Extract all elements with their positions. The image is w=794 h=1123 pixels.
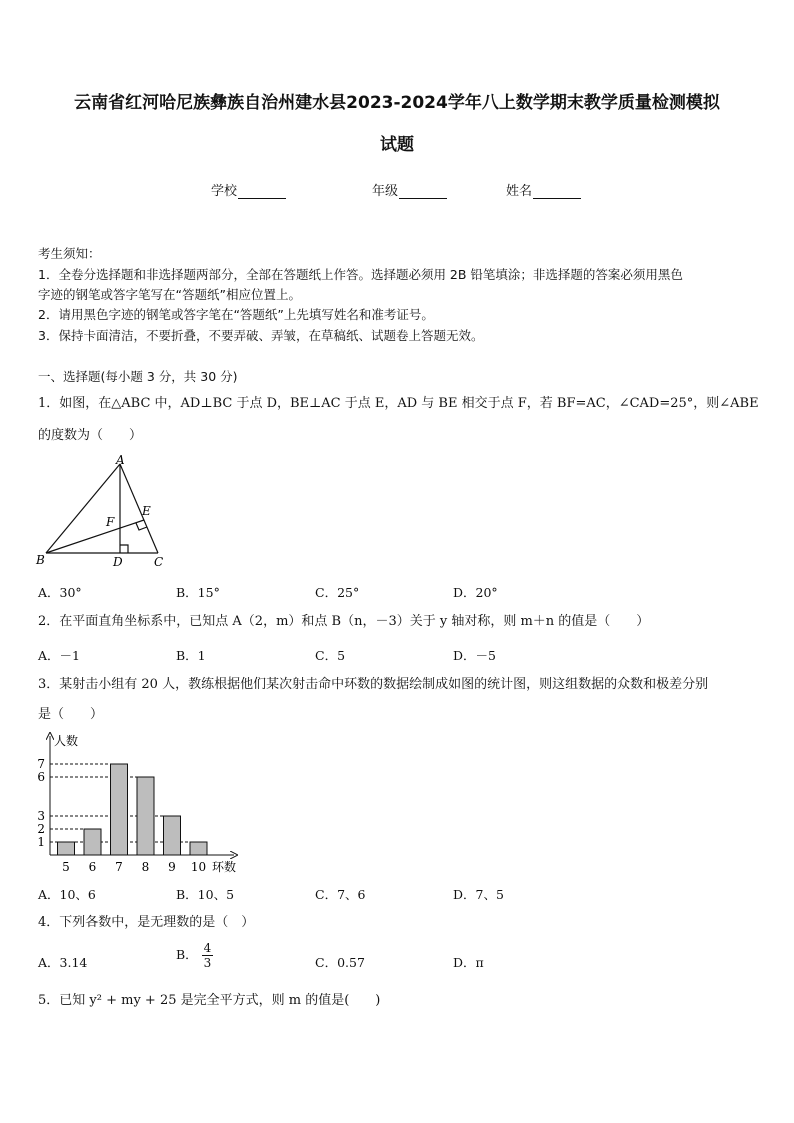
- q1-option-b[interactable]: B．15°: [176, 585, 220, 600]
- name-blank[interactable]: [533, 184, 581, 199]
- chart-bars: [58, 764, 208, 855]
- notice-heading: 考生须知：: [38, 246, 101, 261]
- bar-5: [58, 842, 75, 855]
- x-tick-8: 8: [141, 860, 150, 874]
- y-tick-6: 6: [37, 770, 45, 784]
- bar-7: [111, 764, 128, 855]
- q4-option-c[interactable]: C．0.57: [315, 955, 365, 970]
- notice-item-1a: 1．全卷分选择题和非选择题两部分，全部在答题纸上作答。选择题必须用 2B 铅笔填涂；非选择题的答案必须用黑色: [38, 267, 683, 282]
- chart-y-ticks: [37, 757, 45, 849]
- exam-title-line1: 云南省红河哈尼族彝族自治州建水县2023-2024学年八上数学期末教学质量检测模拟: [74, 93, 720, 113]
- q4-option-b[interactable]: [176, 941, 213, 970]
- q3-option-c[interactable]: C．7、6: [315, 887, 366, 902]
- name-label: 姓名: [506, 184, 533, 199]
- fraction-denominator: 3: [203, 956, 212, 970]
- q1-stem-line1: 1．如图，在△ABC 中，AD⊥BC 于点 D，BE⊥AC 于点 E，AD 与 BE 相交于点 F，若 BF=AC，∠CAD=25°，则∠ABE: [38, 396, 759, 411]
- section-heading: 一、选择题(每小题 3 分，共 30 分): [38, 369, 238, 384]
- q3-option-b[interactable]: B．10、5: [176, 887, 235, 902]
- q1-stem-line2: 的度数为（ ）: [38, 428, 143, 443]
- student-info-fields: [0, 180, 794, 200]
- q4-stem: 4．下列各数中，是无理数的是（ ）: [38, 915, 255, 930]
- q4-option-b-prefix: B．: [176, 947, 198, 962]
- q2-option-d[interactable]: D．－5: [453, 648, 496, 663]
- bar-8: [137, 777, 154, 855]
- chart-x-ticks: [62, 860, 206, 874]
- y-tick-3: 3: [37, 809, 45, 823]
- right-angle-mark-D: [120, 545, 128, 553]
- segment-AC: [120, 464, 158, 553]
- label-D: D: [113, 555, 123, 569]
- q1-option-d[interactable]: D．20°: [453, 585, 498, 600]
- q2-option-a[interactable]: A．－1: [38, 648, 80, 663]
- x-tick-10: 10: [190, 860, 207, 874]
- q1-option-a[interactable]: A．30°: [38, 585, 82, 600]
- x-tick-5: 5: [62, 860, 70, 874]
- bar-10: [190, 842, 207, 855]
- x-tick-9: 9: [168, 860, 176, 874]
- grade-field[interactable]: [372, 180, 447, 199]
- y-tick-1: 1: [37, 835, 45, 849]
- q3-option-a[interactable]: A．10、6: [38, 887, 96, 902]
- fraction-four-thirds: [202, 941, 214, 970]
- segment-AB: [46, 464, 120, 553]
- label-C: C: [154, 555, 164, 569]
- grade-label: 年级: [372, 184, 399, 199]
- exam-title-line2: 试题: [380, 135, 414, 155]
- q2-option-b[interactable]: B．1: [176, 648, 206, 663]
- q3-stem-line1: 3．某射击小组有 20 人，教练根据他们某次射击命中环数的数据绘制成如图的统计图，则这组数据的众数和极差分别: [38, 677, 709, 692]
- segment-BE: [46, 520, 144, 553]
- x-axis-label: 环数: [212, 860, 237, 874]
- label-B: B: [36, 553, 45, 567]
- school-field[interactable]: [211, 180, 286, 199]
- q3-option-d[interactable]: D．7、5: [453, 887, 504, 902]
- q2-stem: 2．在平面直角坐标系中，已知点 A（2，m）和点 B（n，－3）关于 y 轴对称，则 m＋n 的值是（ ）: [38, 614, 650, 629]
- q5-stem: 5．已知 y² + my + 25 是完全平方式，则 m 的值是( ): [38, 993, 381, 1008]
- notice-item-3: 3．保持卡面清洁，不要折叠，不要弄破、弄皱，在草稿纸、试题卷上答题无效。: [38, 328, 484, 343]
- notice-item-1b: 字迹的钢笔或答字笔写在“答题纸”相应位置上。: [38, 287, 301, 302]
- grade-blank[interactable]: [399, 184, 447, 199]
- x-tick-6: 6: [88, 860, 97, 874]
- label-E: E: [142, 504, 151, 518]
- label-A: A: [116, 453, 125, 467]
- q1-triangle-figure: [32, 452, 172, 572]
- q1-option-c[interactable]: C．25°: [315, 585, 360, 600]
- school-label: 学校: [211, 184, 238, 199]
- bar-6: [84, 829, 101, 855]
- q3-bar-chart: [30, 730, 250, 878]
- name-field[interactable]: [506, 180, 581, 199]
- label-F: F: [106, 515, 115, 529]
- fraction-numerator: 4: [203, 941, 212, 955]
- bar-9: [164, 816, 181, 855]
- q4-option-a[interactable]: A．3.14: [38, 955, 88, 970]
- q3-stem-line2: 是（ ）: [38, 707, 104, 722]
- y-tick-7: 7: [37, 757, 45, 771]
- q4-option-d[interactable]: D．π: [453, 955, 484, 970]
- y-tick-2: 2: [37, 822, 45, 836]
- y-axis-label: 人数: [54, 734, 79, 748]
- q2-option-c[interactable]: C．5: [315, 648, 346, 663]
- notice-item-2: 2．请用黑色字迹的钢笔或答字笔在“答题纸”上先填写姓名和准考证号。: [38, 307, 434, 322]
- school-blank[interactable]: [238, 184, 286, 199]
- x-tick-7: 7: [115, 860, 123, 874]
